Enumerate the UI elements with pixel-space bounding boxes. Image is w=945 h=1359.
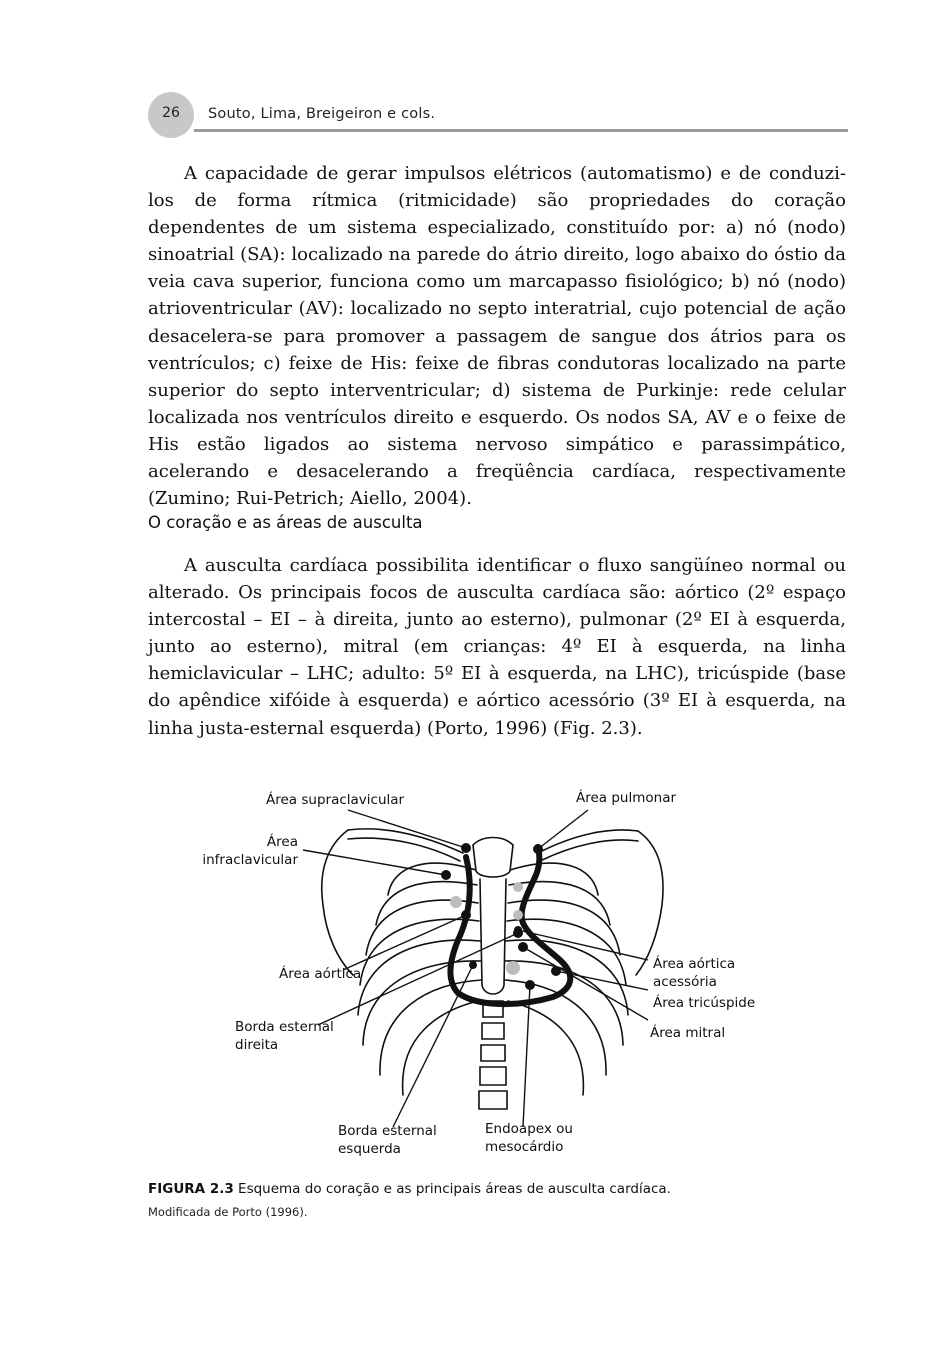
label-area-infraclavicular: Área infraclavicular — [202, 834, 298, 868]
label-endoapex: Endoapex ou mesocárdio — [485, 1121, 573, 1155]
caption-text: Esquema do coração e as principais áreas de ausculta cardíaca. — [233, 1181, 671, 1197]
section-heading: O coração e as áreas de ausculta — [148, 513, 423, 532]
label-borda-esternal-direita: Borda esternal direita — [235, 1019, 334, 1053]
paragraph-auscultation — [148, 552, 846, 742]
caption-title: FIGURA 2.3 — [148, 1181, 234, 1197]
figure-caption — [148, 1181, 848, 1197]
label-area-mitral: Área mitral — [650, 1025, 726, 1041]
label-area-aortica-acessoria: Área aórtica acessória — [653, 956, 736, 990]
running-head: Souto, Lima, Breigeiron e cols. — [208, 106, 436, 122]
paragraph-conduction-system — [148, 160, 846, 512]
paragraph-text: A ausculta cardíaca possibilita identificar o fluxo sangüíneo normal ou alterado. Os principais focos de ausculta cardíaca são: aórtico (2º espaço intercostal – EI – à direita, junto ao esterno), pulmonar (2º EI à esquerda, junto ao esterno), mitral (em crianças: 4º EI à esquerda, na linha hemiclavicular – LHC; adulto: 5º EI à esquerda, na LHC), tricúspide (base do apêndice xifóide à esquerda) e aórtico acessório (3º EI à esquerda, na linha justa-esternal esquerda) (Porto, 1996) (Fig. 2.3). — [148, 555, 846, 739]
label-borda-esternal-esquerda: Borda esternal esquerda — [338, 1123, 437, 1157]
label-area-supraclavicular: Área supraclavicular — [266, 792, 405, 808]
caption-source: Modificada de Porto (1996). — [148, 1205, 308, 1219]
header-rule — [194, 129, 848, 132]
label-area-aortica: Área aórtica — [279, 966, 362, 982]
paragraph-text: A capacidade de gerar impulsos elétricos (automatismo) e de conduzi-los de forma rítmica (ritmicidade) são propriedades do coração dependentes de um sistema especializado, constituído por: a) nó (nodo) sinoatrial (SA): localizado na parede do átrio direito, logo abaixo do óstio da veia cava superior, funciona como um marcapasso fisiológico; b) nó (nodo) atrioventricular (AV): localizado no septo interatrial, cujo potencial de ação desacelera-se para promover a passagem de sangue dos átrios para os ventrículos; c) feixe de His: feixe de fibras condutoras localizado na parte superior do septo interventricular; d) sistema de Purkinje: rede celular localizada nos ventrículos direito e esquerdo. Os nodos SA, AV e o feixe de His estão ligados ao sistema nervoso simpático e parassimpático, acelerando e desacelerando a freqüência cardíaca, respectivamente (Zumino; Rui-Petrich; Aiello, 2004). — [148, 163, 846, 510]
label-area-tricuspide: Área tricúspide — [653, 995, 756, 1011]
page-number: 26 — [162, 105, 180, 121]
label-area-pulmonar: Área pulmonar — [576, 790, 677, 806]
page-header — [148, 92, 848, 136]
figure-heart-auscultation — [188, 775, 788, 1175]
